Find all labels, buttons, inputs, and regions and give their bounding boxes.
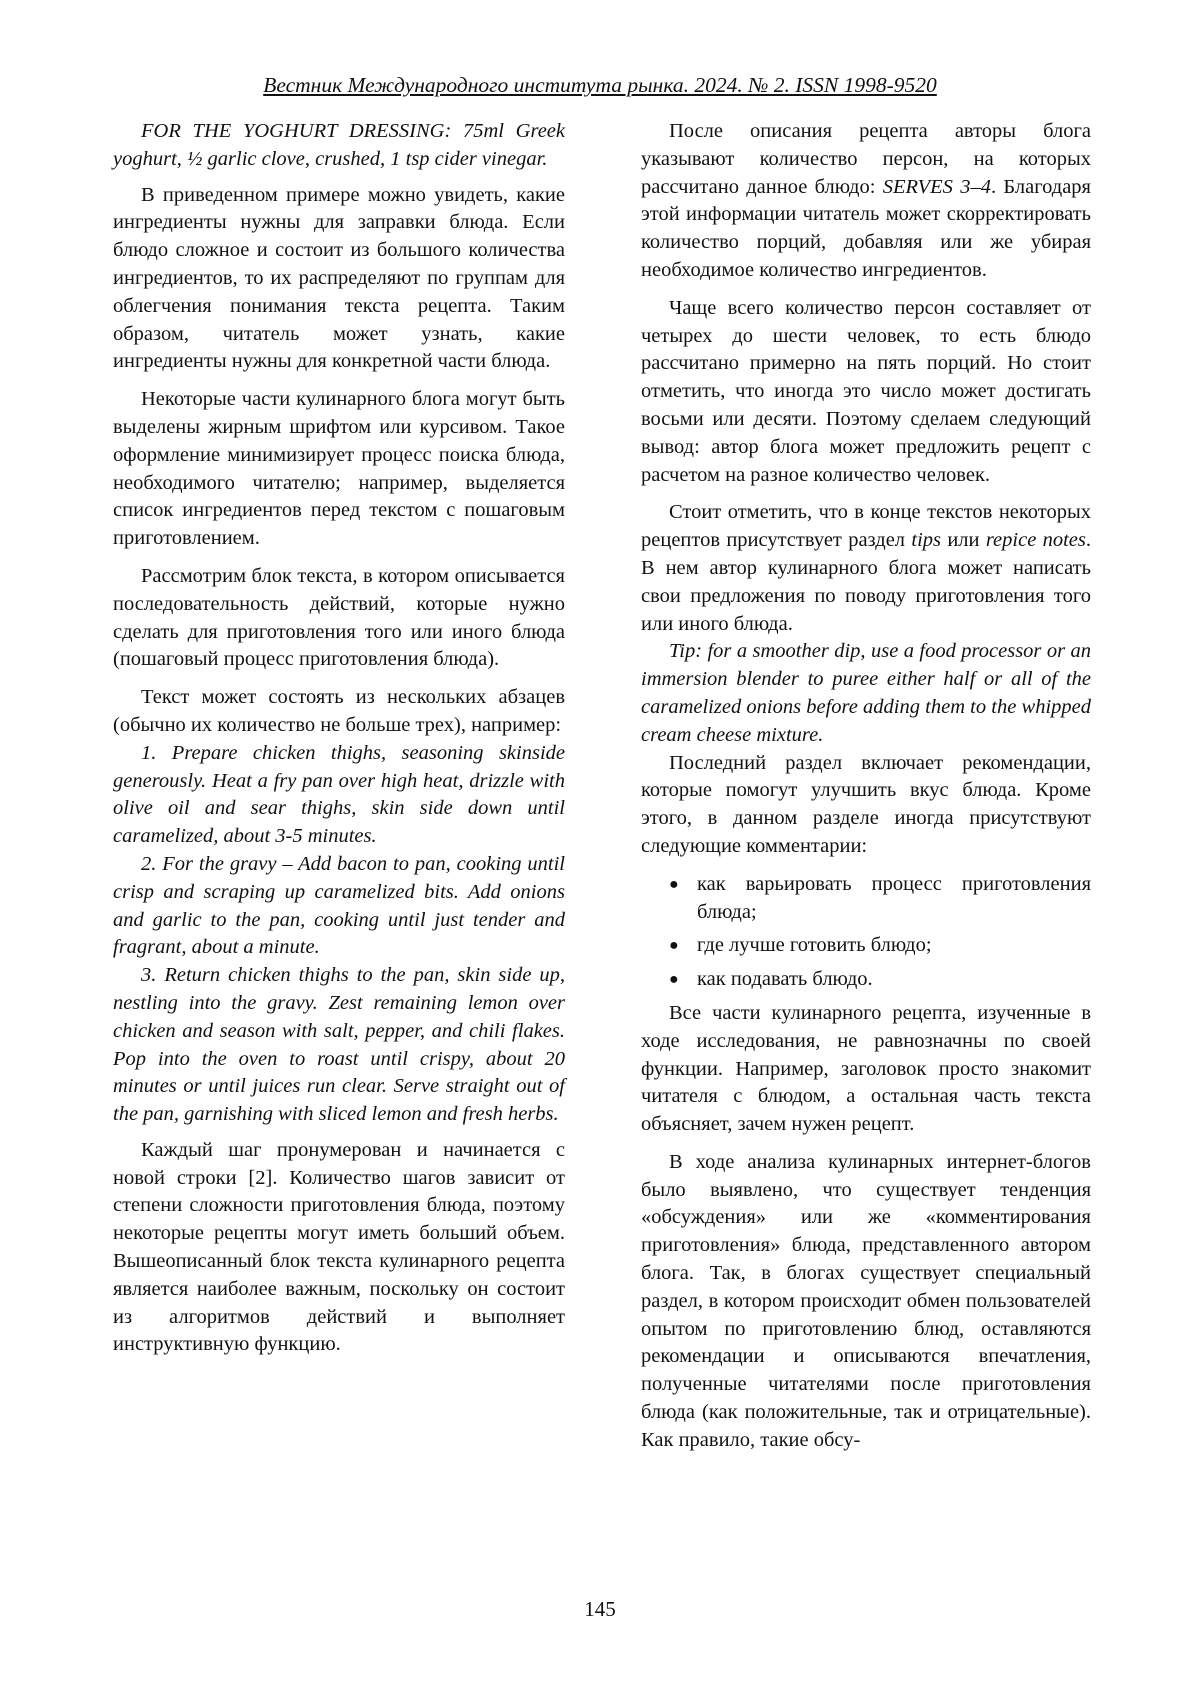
paragraph: Все части кулинарного рецепта, изученные в ходе исследования, не равнозначны по своей функции. Например, заголовок просто знакомит читателя с блюдом, а остальная часть текста объясняет, зачем нужен рецепт. [641,1001,1091,1136]
paragraph [641,118,1091,285]
text-run: Стоит отметить, что в конце текстов некоторых рецептов присутствует раздел [641,501,1091,552]
tips-term: tips [911,529,941,552]
text-run: . В нем автор кулинарного блога может написать свои предложения по поводу приготовления того или иного блюда. [641,529,1092,635]
serves-label: SERVES 3–4 [882,175,991,198]
list-item [641,932,1091,960]
comment-list [641,871,1091,994]
notes-term: repice notes [985,529,1086,552]
text-run: . Благодаря этой информации читатель может скорректировать количество порций, добавляя или же убирая необходимое количество ингредиентов. [641,175,1091,281]
left-column [113,118,565,1369]
paragraph: Чаще всего количество персон составляет от четырех до шести человек, то есть блюдо рассчитано примерно на пять порций. Но стоит отметить, что иногда это число может достигать восьми или десяти. Поэтому сделаем следующий вывод: автор блога может предложить рецепт с расчетом на разное количество человек. [641,296,1091,486]
paragraph: В ходе анализа кулинарных интернет-блогов было выявлено, что существует тенденция «обсуждения» или же «комментирования приготовления» блюда, представленного автором блога. Так, в блогах существует специальный раздел, в котором происходит обмен пользователей опытом по приготовлению блюд, оставляются рекомендации и описываются впечатления, полученные читателями после приготовления блюда (как положительные, так и отрицательные). Как правило, такие обсу- [641,1150,1091,1451]
paragraph: В приведенном примере можно увидеть, какие ингредиенты нужны для заправки блюда. Если блюдо сложное и состоит из большого количества ингредиентов, то их распределяют по группам для облегчения понимания текста рецепта. Таким образом, читатель может узнать, какие ингредиенты нужны для конкретной части блюда. [113,183,565,373]
paragraph: Последний раздел включает рекомендации, которые помогут улучшить вкус блюда. Кроме этого, в данном разделе иногда присутствуют следующие комментарии: [641,751,1091,857]
paragraph: Некоторые части кулинарного блога могут быть выделены жирным шрифтом или курсивом. Такое оформление минимизирует процесс поиска блюда, необходимого читателю; например, выделяется список ингредиентов перед текстом с пошаговым приготовлением. [113,388,565,550]
bullet-icon: ● [669,971,679,989]
tip-example: Tip: for a smoother dip, use a food processor or an immersion blender to puree either half or all of the caramelized onions before adding them to the whipped cream cheese mixture. [641,640,1091,746]
list-item-text: где лучше готовить блюдо; [697,934,932,957]
paragraph: Текст может состоять из нескольких абзацев (обычно их количество не больше трех), например: [113,686,565,736]
bullet-icon: ● [669,937,679,955]
text-run: После описания рецепта авторы блога указывают количество персон, на которых рассчитано данное блюдо: [641,120,1091,198]
list-item-text: как варьировать процесс приготовления блюда; [697,872,1091,923]
paragraph [641,499,1091,638]
paragraph: Каждый шаг пронумерован и начинается с новой строки [2]. Количество шагов зависит от степени сложности приготовления блюда, поэтому некоторые рецепты могут иметь больший объем. Вышеописанный блок текста кулинарного рецепта является наиболее важным, поскольку он состоит из алгоритмов действий и выполняет инструктивную функцию. [113,1138,565,1356]
recipe-step-3: 3. Return chicken thighs to the pan, skin side up, nestling into the gravy. Zest remaining lemon over chicken and season with salt, pepper, and chili flakes. Pop into the oven to roast until crispy, about 20 minutes or until juices run clear. Serve straight out of the pan, garnishing with sliced lemon and fresh herbs. [113,964,565,1126]
bullet-icon: ● [669,875,679,893]
recipe-step-1: 1. Prepare chicken thighs, seasoning skinside generously. Heat a fry pan over high heat, drizzle with olive oil and sear thighs, skin side down until caramelized, about 3-5 minutes. [113,741,565,848]
list-item-text: как подавать блюдо. [697,968,873,991]
dressing-ingredients: FOR THE YOGHURT DRESSING: 75ml Greek yoghurt, ½ garlic clove, crushed, 1 tsp cider vinegar. [113,120,565,170]
journal-header: Вестник Международного института рынка. 2024. № 2. ISSN 1998-9520 [263,73,937,97]
page-number: 145 [584,1597,616,1621]
list-item [641,871,1091,927]
list-item [641,966,1091,994]
paragraph: Рассмотрим блок текста, в котором описывается последовательность действий, которые нужно сделать для приготовления того или иного блюда (пошаговый процесс приготовления блюда). [113,564,565,671]
right-column [641,118,1091,1465]
recipe-step-2: 2. For the gravy – Add bacon to pan, cooking until crisp and scraping up caramelized bits. Add onions and garlic to the pan, cooking until just tender and fragrant, about a minute. [113,852,565,959]
text-run: или [941,529,986,552]
